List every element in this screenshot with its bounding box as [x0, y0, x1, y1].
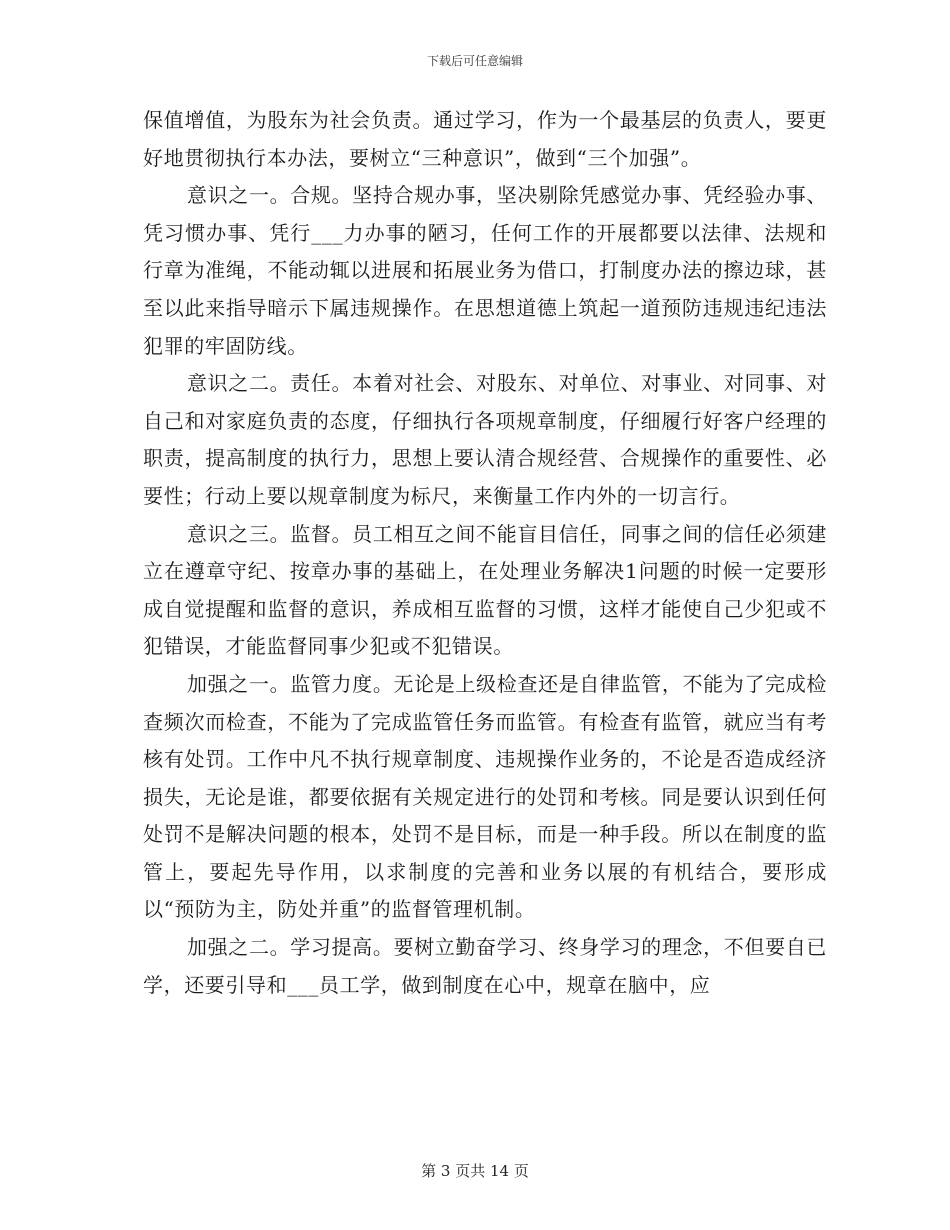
page-header: 下载后可任意编辑: [426, 54, 523, 68]
paragraph-awareness-1: 意识之一。合规。坚持合规办事，坚决剔除凭感觉办事、凭经验办事、凭习惯办事、凭行___力办事的陋习，任何工作的开展都要以法律、法规和行章为准绳，不能动辄以进展和拓展业务为借口，打制度办法的擦边球，甚至以此来指导暗示下属违规操作。在思想道德上筑起一道预防违规违纪违法犯罪的牢固防线。: [143, 183, 827, 358]
paragraph-intro: 保值增值，为股东为社会负责。通过学习，作为一个最基层的负责人，要更好地贯彻执行本办法，要树立“三种意识”，做到“三个加强”。: [143, 108, 827, 170]
paragraph-strengthen-1: 加强之一。监管力度。无论是上级检查还是自律监管，不能为了完成检查频次而检查，不能为了完成监管任务而监管。有检查有监管，就应当有考核有处罚。工作中凡不执行规章制度、违规操作业务的，不论是否造成经济损失，无论是谁，都要依据有关规定进行的处罚和考核。同是要认识到任何处罚不是解决问题的根本，处罚不是目标，而是一种手段。所以在制度的监管上，要起先导作用，以求制度的完善和业务以展的有机结合，要形成以“预防为主，防处并重”的监督管理机制。: [143, 671, 827, 922]
document-body: [143, 102, 827, 1004]
paragraph-awareness-2: 意识之二。责任。本着对社会、对股东、对单位、对事业、对同事、对自己和对家庭负责的态度，仔细执行各项规章制度，仔细履行好客户经理的职责，提高制度的执行力，思想上要认清合规经营、合规操作的重要性、必要性；行动上要以规章制度为标尺，来衡量工作内外的一切言行。: [143, 371, 827, 508]
page-footer: 第 3 页共 14 页: [421, 1162, 529, 1180]
paragraph-awareness-3: 意识之三。监督。员工相互之间不能盲目信任，同事之间的信任必须建立在遵章守纪、按章办事的基础上，在处理业务解决1问题的时候一定要形成自觉提醒和监督的意识，养成相互监督的习惯，这样才能使自己少犯或不犯错误，才能监督同事少犯或不犯错误。: [143, 521, 827, 659]
paragraph-strengthen-2: 加强之二。学习提高。要树立勤奋学习、终身学习的理念，不但要自已学，还要引导和___员工学，做到制度在心中，规章在脑中，应: [143, 935, 827, 997]
